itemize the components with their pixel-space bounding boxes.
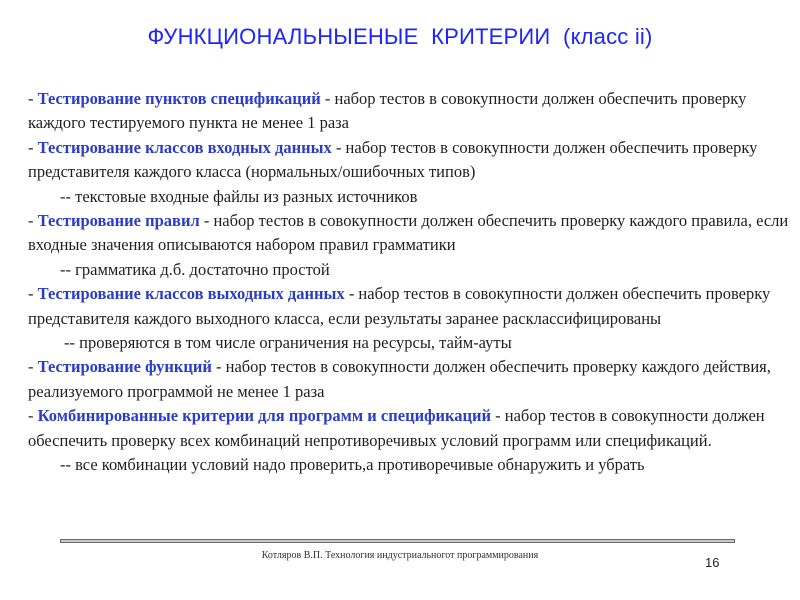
criterion-description: - набор тестов в совокупности должен обеспечить проверку каждого тестируемого пункта не менее 1 раза bbox=[28, 89, 747, 133]
item-dash: - bbox=[28, 284, 38, 304]
item-dash: - bbox=[28, 89, 38, 108]
list-item bbox=[28, 282, 793, 331]
criterion-note: -- текстовые входные файлы из разных источников bbox=[60, 186, 418, 206]
criterion-description: - набор тестов в совокупности должен обеспечить проверку всех комбинаций непротиворечивых условий программ или спецификаций. bbox=[28, 406, 765, 450]
criterion-term: Тестирование классов входных данных bbox=[37, 137, 332, 157]
list-item bbox=[28, 355, 793, 404]
slide-content bbox=[28, 87, 793, 478]
criterion-term: Комбинированные критерии для программ и спецификаций bbox=[37, 406, 492, 426]
item-dash: - bbox=[28, 357, 38, 377]
page-number: 16 bbox=[705, 555, 720, 570]
list-item bbox=[28, 404, 793, 453]
criterion-note: -- все комбинации условий надо проверить,а противоречивые обнаружить и убрать bbox=[60, 455, 645, 475]
footer-author-text: Котляров В.П. Технология индустриальногот программирования bbox=[261, 550, 539, 561]
criterion-term: Тестирование функций bbox=[37, 357, 212, 377]
list-item bbox=[28, 209, 793, 258]
criterion-description: - набор тестов в совокупности должен обеспечить проверку представителя каждого класса (нормальных/ошибочных типов) bbox=[28, 137, 758, 182]
list-item bbox=[28, 136, 793, 185]
item-dash: - bbox=[28, 211, 38, 231]
item-dash: - bbox=[28, 137, 38, 157]
criterion-note: -- проверяются в том числе ограничения на ресурсы, тайм-ауты bbox=[64, 333, 512, 353]
criterion-description: - набор тестов в совокупности должен обеспечить проверку каждого правила, если входные значения описываются набором правил грамматики bbox=[28, 211, 789, 255]
criterion-description: - набор тестов в совокупности должен обеспечить проверку представителя каждого выходного класса, если результаты заранее расклассифицированы bbox=[28, 284, 771, 328]
list-item bbox=[28, 87, 793, 136]
criterion-term: Тестирование правил bbox=[37, 211, 200, 231]
footer-divider bbox=[60, 539, 735, 543]
criterion-term: Тестирование пунктов спецификаций bbox=[37, 89, 321, 108]
criterion-description: - набор тестов в совокупности должен обеспечить проверку каждого действия, реализуемого программой не менее 1 раза bbox=[28, 357, 771, 401]
criterion-term: Тестирование классов выходных данных bbox=[37, 284, 345, 304]
item-dash: - bbox=[28, 406, 38, 426]
criterion-note: -- грамматика д.б. достаточно простой bbox=[60, 259, 330, 279]
slide-title: ФУНКЦИОНАЛЬНЫЕНЫЕ КРИТЕРИИ (класс ii) bbox=[147, 24, 653, 49]
